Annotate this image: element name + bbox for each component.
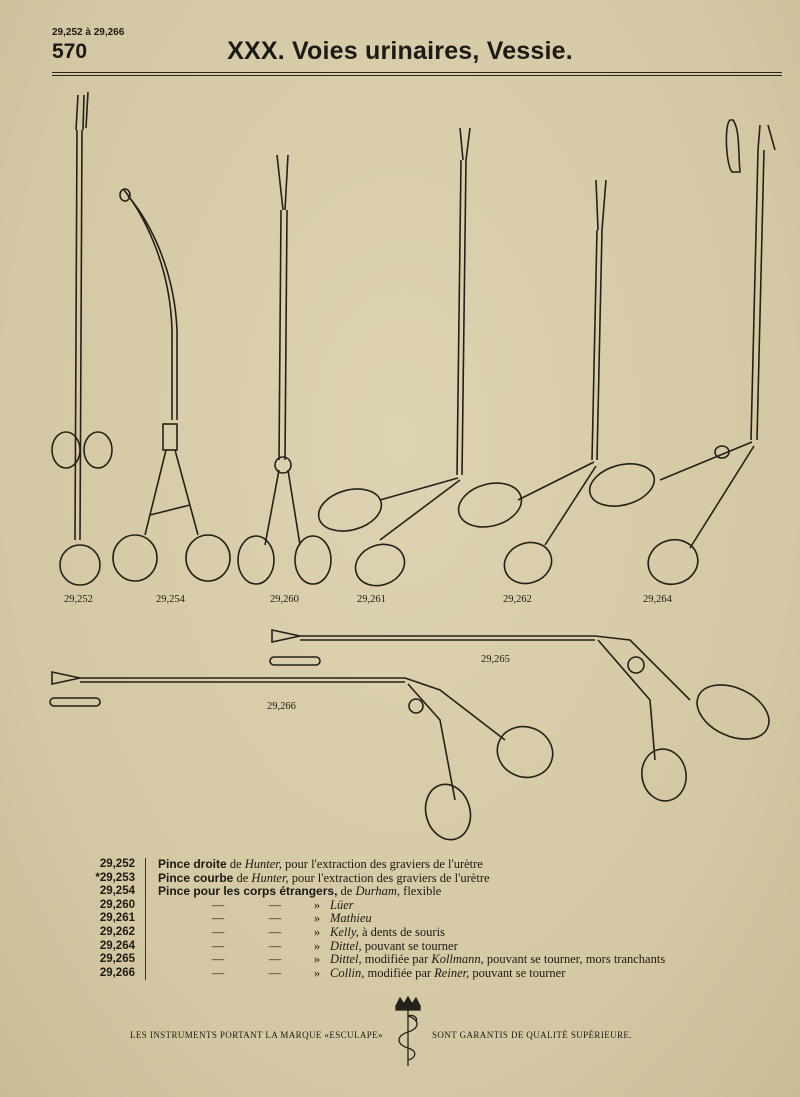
item-author: Hunter, (244, 857, 282, 871)
item-author: Collin, (330, 965, 365, 980)
range-label: 29,252 à 29,266 (52, 27, 125, 38)
description (145, 872, 490, 886)
caption-29265: 29,265 (481, 654, 510, 665)
ref-number: 29,260 (99, 898, 135, 911)
instrument-29262 (454, 180, 606, 590)
ditto-dash: — (211, 897, 225, 912)
item-author: Dittel, (330, 938, 362, 953)
description (145, 912, 372, 926)
catalog-row (60, 899, 780, 913)
instrument-29265 (270, 630, 778, 804)
ditto-quote: » (313, 952, 321, 967)
item-author: Hunter, (251, 870, 289, 885)
item-author: Lüer (330, 897, 354, 912)
instrument-29266 (50, 672, 560, 845)
item-pre: de (337, 884, 356, 899)
page-number: 570 (52, 40, 88, 63)
ditto-dash: — (268, 924, 282, 939)
footer-text-right: SONT GARANTIS DE QUALITÉ SUPÉRIEURE. (432, 1030, 632, 1040)
ref-number: *29,253 (95, 871, 135, 884)
item-rest: pour l'extraction des graviers de l'urètre (281, 857, 483, 871)
instrument-29260 (238, 155, 331, 584)
catalog-list (60, 858, 780, 980)
catalog-row (60, 885, 780, 899)
instrument-29264 (585, 120, 775, 590)
item-rest2: pouvant se tourner, mors tranchants (483, 952, 666, 967)
item-author: Dittel, (330, 952, 362, 967)
item-pre: de (226, 857, 245, 871)
footer-text-left: LES INSTRUMENTS PORTANT LA MARQUE «ESCULAPE» (130, 1030, 383, 1040)
item-name: Pince droite (158, 857, 227, 871)
description (145, 967, 565, 981)
description (145, 953, 665, 967)
ditto-dash: — (211, 952, 225, 967)
ref-number: 29,266 (99, 966, 135, 979)
ditto-quote: » (313, 911, 321, 926)
item-rest: modifiée par (361, 952, 432, 967)
item-rest: pour l'extraction des graviers de l'urètre (288, 870, 490, 885)
item-author: Durham, (355, 884, 401, 899)
caption-29264: 29,264 (643, 594, 672, 605)
item-rest: modifiée par (364, 965, 435, 980)
catalog-row (60, 940, 780, 954)
item-author2: Reiner, (434, 965, 470, 980)
catalog-row (60, 926, 780, 940)
item-rest: flexible (400, 884, 442, 899)
esculape-mark-icon (390, 996, 426, 1068)
description (145, 885, 441, 899)
description (145, 899, 354, 913)
caption-29260: 29,260 (270, 594, 299, 605)
item-author2: Kollmann, (431, 952, 484, 967)
ditto-quote: » (313, 897, 321, 912)
ditto-quote: » (313, 924, 321, 939)
item-rest2: pouvant se tourner (469, 965, 566, 980)
header-rule (52, 72, 782, 73)
instrument-29254 (113, 189, 230, 581)
ref-number: 29,264 (99, 939, 135, 952)
ditto-quote: » (313, 938, 321, 953)
ditto-dash: — (211, 924, 225, 939)
ditto-dash: — (268, 952, 282, 967)
ditto-dash: — (268, 897, 282, 912)
description (145, 858, 483, 872)
caption-29261: 29,261 (357, 594, 386, 605)
ditto-dash: — (211, 938, 225, 953)
item-author: Kelly, (330, 924, 359, 939)
item-rest: à dents de souris (358, 924, 445, 939)
ref-number: 29,262 (99, 925, 135, 938)
ditto-dash: — (268, 965, 282, 980)
item-name: Pince pour les corps étrangers, (158, 884, 338, 899)
catalog-row (60, 912, 780, 926)
caption-29266: 29,266 (267, 701, 296, 712)
catalog-row (60, 872, 780, 886)
item-pre: de (233, 870, 252, 885)
catalog-row (60, 858, 780, 872)
ditto-quote: » (313, 965, 321, 980)
ditto-dash: — (211, 911, 225, 926)
ditto-dash: — (268, 938, 282, 953)
item-author: Mathieu (330, 911, 372, 926)
ditto-dash: — (268, 911, 282, 926)
page-title: XXX. Voies urinaires, Vessie. (227, 37, 573, 65)
instrument-29252 (52, 92, 112, 585)
ref-number: 29,265 (99, 953, 135, 966)
catalog-row (60, 953, 780, 967)
description (145, 926, 445, 940)
ditto-dash: — (211, 965, 225, 980)
ref-number: 29,252 (99, 858, 135, 870)
caption-29262: 29,262 (503, 594, 532, 605)
ref-number: 29,254 (99, 885, 135, 898)
instrument-29261 (314, 128, 470, 592)
item-rest: pouvant se tourner (361, 938, 458, 953)
caption-29252: 29,252 (64, 594, 93, 605)
ref-number: 29,261 (99, 912, 135, 925)
caption-29254: 29,254 (156, 594, 185, 605)
catalog-row (60, 967, 780, 981)
item-name: Pince courbe (158, 870, 234, 885)
instruments-illustration (0, 80, 800, 850)
header-rule-thin (52, 75, 782, 76)
description (145, 940, 458, 954)
